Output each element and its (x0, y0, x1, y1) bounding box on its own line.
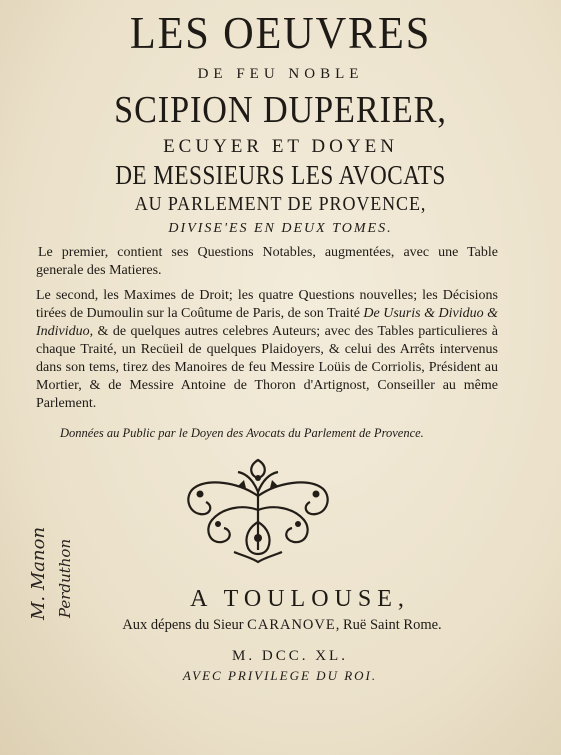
imprint-publisher (62, 617, 502, 634)
imprint-city: A TOULOUSE, (190, 586, 410, 612)
imprint-publisher-name: CARANOVE (247, 617, 336, 633)
imprint-publisher-address: , Ruë Saint Rome. (335, 617, 442, 633)
paragraph-second-italic-title: De Usuris & Dividuo & Individuo (36, 306, 498, 339)
title-line-author: SCIPION DUPERIER, (114, 89, 447, 131)
paragraph-premier-tome: Le premier, contient ses Questions Notables, augmentées, avec une Table generale des Matieres. (36, 245, 498, 278)
paragraph-second-tome (36, 287, 498, 413)
handwritten-line-2: Perduthon (56, 538, 74, 618)
title-line-parlement: AU PARLEMENT DE PROVENCE, (134, 193, 427, 215)
title-line-oeuvres: LES OEUVRES (129, 7, 432, 58)
paragraph-second-part-b: , & de quelques autres celebres Auteurs; avec des Tables particulieres à chaque Traité, un Recüeil de quelques Plaidoyers, & celui des Arrêts intervenus dans son tems, tirez des Manoires de feu Messire Loüis de Corriolis, Président au Mortier, & de Messire Antoine de Thoron d'Artignost, Conseiller au même Parlement. (36, 324, 498, 411)
handwritten-annotation (14, 470, 90, 620)
title-line-de-feu-noble: DE FEU NOBLE (197, 66, 364, 82)
publication-note: Données au Public par le Doyen des Avocats du Parlement de Provence. (60, 426, 424, 440)
title-line-avocats: DE MESSIEURS LES AVOCATS (115, 160, 446, 190)
imprint-date: M. DCC. XL. (232, 648, 348, 664)
title-line-ecuyer: ECUYER ET DOYEN (163, 136, 398, 157)
printers-ornament-icon (178, 452, 338, 564)
title-line-tomes: DIVISE'ES EN DEUX TOMES. (168, 221, 393, 236)
paragraph-second-part-a: Le second, les Maximes de Droit; les quatre Questions nouvelles; les Décisions tirées de Dumoulin sur la Coûtume de Paris, de son Traité (36, 288, 498, 321)
handwritten-line-1: M. Manon (28, 526, 49, 620)
imprint-privilege: AVEC PRIVILEGE DU ROI. (182, 668, 378, 683)
imprint-publisher-prefix: Aux dépens du Sieur (122, 617, 248, 633)
